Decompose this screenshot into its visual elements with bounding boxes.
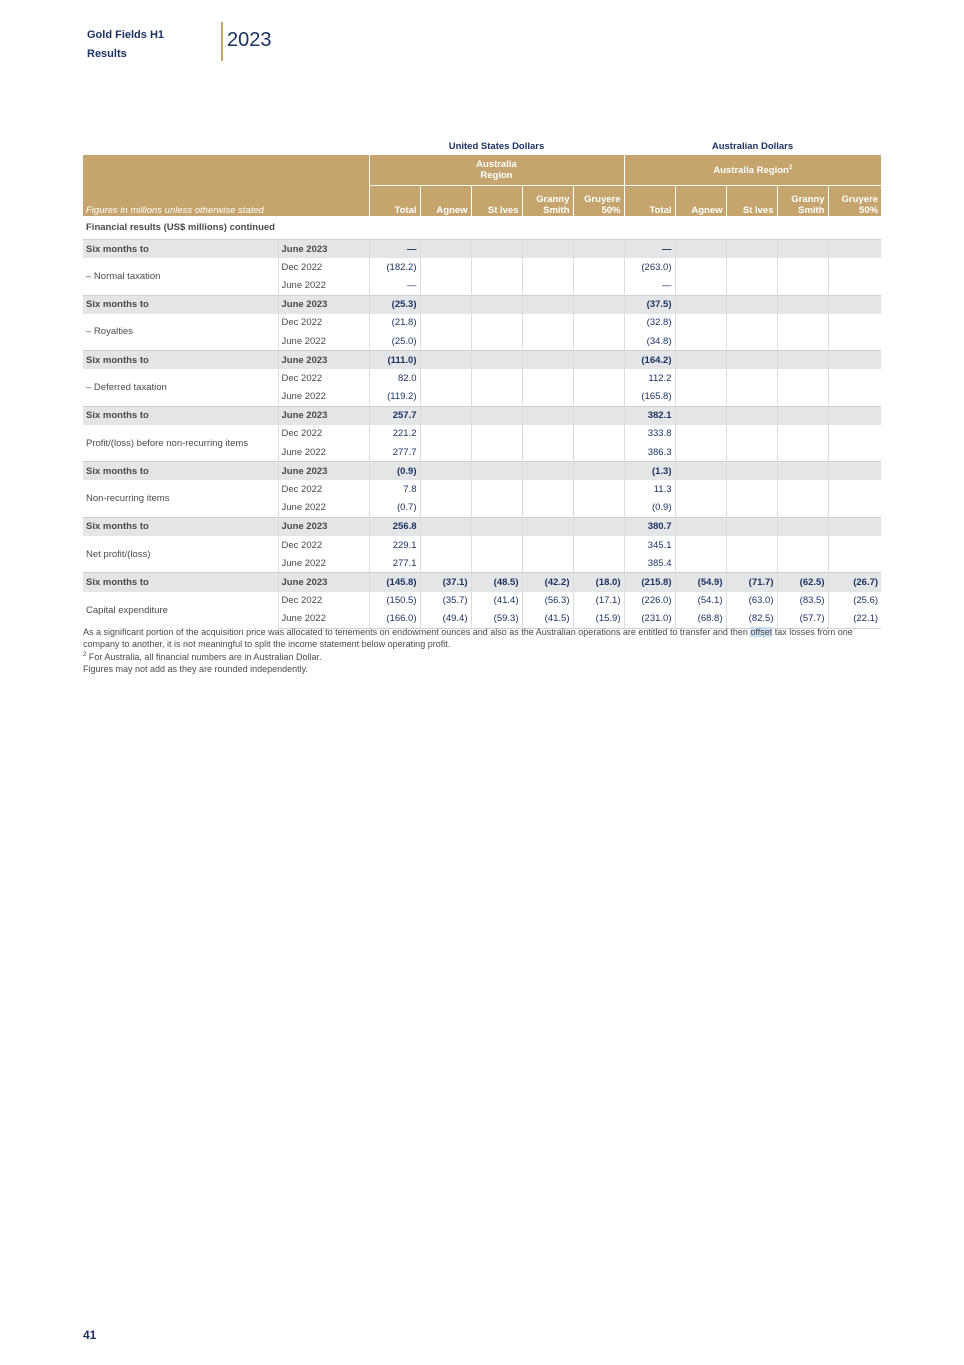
value-cell [573, 351, 624, 370]
figures-label: Figures in millions unless otherwise stated [86, 205, 264, 216]
footnote-acquisition: As a significant portion of the acquisition price was allocated to tenements on endowment ounces and also as the Australian operations are entitled to transfer and then offset tax losses from one company to another, it is not meaningful to split the income statement below operating profit. [83, 627, 853, 649]
value-cell: — [624, 240, 675, 259]
section-title-row [83, 216, 881, 240]
value-cell [777, 388, 828, 407]
row-group-label: – Normal taxation [83, 258, 278, 295]
value-cell [420, 517, 471, 536]
value-cell: (26.7) [828, 573, 881, 592]
value-cell: (25.3) [369, 295, 420, 314]
value-cell [420, 443, 471, 462]
value-cell [471, 295, 522, 314]
value-cell [828, 276, 881, 295]
value-cell [573, 406, 624, 425]
value-cell [420, 462, 471, 481]
value-cell [777, 295, 828, 314]
table-row [83, 592, 881, 610]
value-cell [420, 351, 471, 370]
period-cell: Dec 2022 [278, 258, 369, 276]
brand-divider [221, 22, 223, 61]
value-cell [828, 554, 881, 573]
value-cell [828, 369, 881, 387]
value-cell: (25.0) [369, 332, 420, 351]
value-cell [522, 536, 573, 554]
row-group-period-label: Six months to [83, 240, 278, 259]
value-cell [828, 480, 881, 498]
table-row [83, 480, 881, 498]
value-cell [777, 499, 828, 518]
value-cell [522, 240, 573, 259]
value-cell: 385.4 [624, 554, 675, 573]
value-cell: (35.7) [420, 592, 471, 610]
table-row [83, 425, 881, 443]
value-cell [726, 443, 777, 462]
value-cell [573, 462, 624, 481]
value-cell [828, 517, 881, 536]
value-cell [726, 332, 777, 351]
column-header: Gruyere 50% [828, 186, 881, 217]
footnote-2: $^2$ For Australia, all financial numbers are in Australian Dollar. [83, 652, 322, 662]
currency-aud-label: Australian Dollars [711, 140, 794, 152]
value-cell: (231.0) [624, 610, 675, 629]
value-cell [675, 443, 726, 462]
value-cell [726, 295, 777, 314]
row-group-period-label: Six months to [83, 295, 278, 314]
value-cell: 380.7 [624, 517, 675, 536]
value-cell [471, 351, 522, 370]
value-cell [420, 480, 471, 498]
region-usd-label: Australia Region [369, 155, 624, 186]
currency-header-row [83, 137, 881, 155]
period-cell: June 2022 [278, 443, 369, 462]
value-cell [420, 240, 471, 259]
period-cell: June 2022 [278, 554, 369, 573]
value-cell: (37.1) [420, 573, 471, 592]
value-cell [573, 258, 624, 276]
value-cell [726, 554, 777, 573]
value-cell [777, 462, 828, 481]
column-header: St Ives [726, 186, 777, 217]
value-cell [522, 443, 573, 462]
value-cell: (0.7) [369, 499, 420, 518]
value-cell [777, 480, 828, 498]
value-cell [777, 332, 828, 351]
period-cell: June 2023 [278, 351, 369, 370]
value-cell: (150.5) [369, 592, 420, 610]
value-cell: (226.0) [624, 592, 675, 610]
period-cell: June 2022 [278, 610, 369, 629]
value-cell [675, 332, 726, 351]
value-cell [777, 554, 828, 573]
table-row [83, 536, 881, 554]
currency-usd-label: United States Dollars [448, 140, 545, 152]
value-cell [777, 240, 828, 259]
period-cell: Dec 2022 [278, 592, 369, 610]
value-cell [573, 314, 624, 332]
row-group-period-label: Six months to [83, 517, 278, 536]
value-cell [420, 388, 471, 407]
value-cell [828, 536, 881, 554]
value-cell: (49.4) [420, 610, 471, 629]
value-cell [675, 480, 726, 498]
value-cell [522, 554, 573, 573]
value-cell [777, 406, 828, 425]
value-cell [675, 554, 726, 573]
value-cell [471, 517, 522, 536]
row-group-label: Net profit/(loss) [83, 536, 278, 573]
value-cell: — [369, 276, 420, 295]
column-header: Agnew [675, 186, 726, 217]
value-cell: (41.5) [522, 610, 573, 629]
value-cell: (41.4) [471, 592, 522, 610]
value-cell [420, 276, 471, 295]
value-cell [726, 536, 777, 554]
value-cell [777, 276, 828, 295]
value-cell: (54.9) [675, 573, 726, 592]
value-cell [522, 295, 573, 314]
value-cell [522, 351, 573, 370]
value-cell [726, 314, 777, 332]
value-cell: 221.2 [369, 425, 420, 443]
value-cell [522, 388, 573, 407]
value-cell [828, 240, 881, 259]
period-cell: June 2022 [278, 276, 369, 295]
column-header: St Ives [471, 186, 522, 217]
value-cell [777, 314, 828, 332]
value-cell [675, 351, 726, 370]
value-cell [573, 499, 624, 518]
region-header-row [83, 155, 881, 186]
value-cell [675, 240, 726, 259]
value-cell [573, 388, 624, 407]
value-cell [675, 425, 726, 443]
value-cell [828, 351, 881, 370]
value-cell [777, 425, 828, 443]
value-cell [726, 258, 777, 276]
table-row [83, 406, 881, 425]
period-cell: Dec 2022 [278, 536, 369, 554]
period-cell: June 2022 [278, 499, 369, 518]
value-cell: — [369, 240, 420, 259]
region-aud-label: Australia Region$^2$ [624, 155, 881, 186]
value-cell [471, 480, 522, 498]
value-cell [726, 406, 777, 425]
table-row [83, 314, 881, 332]
value-cell: (0.9) [624, 499, 675, 518]
value-cell [471, 499, 522, 518]
period-cell: June 2023 [278, 406, 369, 425]
value-cell: (25.6) [828, 592, 881, 610]
value-cell [573, 276, 624, 295]
highlighted-word: offset [750, 627, 773, 637]
period-cell: June 2023 [278, 517, 369, 536]
value-cell [675, 536, 726, 554]
value-cell [726, 351, 777, 370]
value-cell [471, 406, 522, 425]
value-cell: 277.7 [369, 443, 420, 462]
value-cell [420, 295, 471, 314]
footnotes [83, 627, 883, 675]
row-group-label: – Deferred taxation [83, 369, 278, 406]
row-group-period-label: Six months to [83, 351, 278, 370]
value-cell [726, 388, 777, 407]
value-cell [522, 276, 573, 295]
row-group-period-label: Six months to [83, 573, 278, 592]
value-cell [471, 240, 522, 259]
value-cell: (48.5) [471, 573, 522, 592]
value-cell [777, 536, 828, 554]
value-cell: (59.3) [471, 610, 522, 629]
period-cell: June 2022 [278, 332, 369, 351]
value-cell: 256.8 [369, 517, 420, 536]
value-cell [573, 443, 624, 462]
value-cell: 333.8 [624, 425, 675, 443]
period-cell: Dec 2022 [278, 480, 369, 498]
period-cell: Dec 2022 [278, 369, 369, 387]
value-cell: (165.8) [624, 388, 675, 407]
row-group-label: Non-recurring items [83, 480, 278, 517]
value-cell [471, 314, 522, 332]
financial-table [83, 137, 881, 629]
brand-subtitle: Results [87, 48, 127, 60]
value-cell [420, 499, 471, 518]
value-cell: (71.7) [726, 573, 777, 592]
period-cell: June 2023 [278, 295, 369, 314]
column-header: Agnew [420, 186, 471, 217]
value-cell [471, 425, 522, 443]
value-cell [675, 295, 726, 314]
value-cell [420, 314, 471, 332]
value-cell: 277.1 [369, 554, 420, 573]
row-group-period-label: Six months to [83, 462, 278, 481]
value-cell [471, 369, 522, 387]
value-cell [471, 258, 522, 276]
value-cell [573, 332, 624, 351]
value-cell: (57.7) [777, 610, 828, 629]
value-cell [573, 480, 624, 498]
value-cell [573, 240, 624, 259]
period-cell: June 2023 [278, 573, 369, 592]
value-cell: (0.9) [369, 462, 420, 481]
value-cell [828, 258, 881, 276]
value-cell [471, 462, 522, 481]
value-cell: 386.3 [624, 443, 675, 462]
value-cell [726, 517, 777, 536]
value-cell: (54.1) [675, 592, 726, 610]
column-header: Gruyere 50% [573, 186, 624, 217]
value-cell: (111.0) [369, 351, 420, 370]
value-cell [777, 443, 828, 462]
column-header: Granny Smith [777, 186, 828, 217]
row-group-label: Profit/(loss) before non-recurring items [83, 425, 278, 462]
period-cell: June 2023 [278, 462, 369, 481]
value-cell [726, 240, 777, 259]
value-cell [471, 443, 522, 462]
value-cell: (22.1) [828, 610, 881, 629]
table-row [83, 295, 881, 314]
value-cell [573, 295, 624, 314]
value-cell [420, 406, 471, 425]
value-cell [828, 443, 881, 462]
value-cell [828, 332, 881, 351]
value-cell: 7.8 [369, 480, 420, 498]
value-cell [420, 554, 471, 573]
value-cell [726, 462, 777, 481]
table-row [83, 517, 881, 536]
table-row [83, 351, 881, 370]
value-cell [522, 517, 573, 536]
value-cell: (37.5) [624, 295, 675, 314]
value-cell [675, 388, 726, 407]
value-cell [777, 517, 828, 536]
value-cell [726, 276, 777, 295]
brand-title: Gold Fields H1 [87, 29, 165, 41]
value-cell [573, 425, 624, 443]
value-cell: (82.5) [726, 610, 777, 629]
column-header: Total [369, 186, 420, 217]
value-cell [471, 554, 522, 573]
value-cell [573, 554, 624, 573]
value-cell [471, 388, 522, 407]
value-cell [522, 314, 573, 332]
column-header-row [83, 186, 881, 217]
value-cell [828, 462, 881, 481]
value-cell [471, 332, 522, 351]
value-cell [522, 332, 573, 351]
section-title: Financial results (US$ millions) continued [86, 222, 275, 233]
row-group-label: – Royalties [83, 314, 278, 351]
period-cell: Dec 2022 [278, 314, 369, 332]
value-cell [420, 425, 471, 443]
value-cell: — [624, 276, 675, 295]
brand-year: 2023 [227, 29, 272, 51]
value-cell: (83.5) [777, 592, 828, 610]
value-cell: 229.1 [369, 536, 420, 554]
value-cell: (62.5) [777, 573, 828, 592]
value-cell: (32.8) [624, 314, 675, 332]
value-cell: 112.2 [624, 369, 675, 387]
value-cell: (68.8) [675, 610, 726, 629]
value-cell [828, 314, 881, 332]
period-cell: June 2022 [278, 388, 369, 407]
page-number: 41 [83, 1328, 97, 1342]
brand-header [87, 26, 164, 64]
value-cell [726, 425, 777, 443]
value-cell [522, 425, 573, 443]
value-cell: (15.9) [573, 610, 624, 629]
value-cell: (145.8) [369, 573, 420, 592]
value-cell: 11.3 [624, 480, 675, 498]
footnote-rounding: Figures may not add as they are rounded independently. [83, 663, 308, 674]
table-row [83, 369, 881, 387]
value-cell [420, 536, 471, 554]
table-row [83, 462, 881, 481]
row-group-period-label: Six months to [83, 406, 278, 425]
value-cell [573, 536, 624, 554]
value-cell [828, 499, 881, 518]
value-cell [471, 536, 522, 554]
table-row [83, 258, 881, 276]
value-cell [726, 480, 777, 498]
value-cell: (215.8) [624, 573, 675, 592]
value-cell [777, 351, 828, 370]
value-cell [522, 462, 573, 481]
value-cell [522, 480, 573, 498]
value-cell: (34.8) [624, 332, 675, 351]
value-cell: (182.2) [369, 258, 420, 276]
value-cell: (56.3) [522, 592, 573, 610]
value-cell [573, 517, 624, 536]
value-cell [675, 462, 726, 481]
value-cell [675, 276, 726, 295]
value-cell [828, 295, 881, 314]
value-cell [828, 406, 881, 425]
value-cell: (63.0) [726, 592, 777, 610]
value-cell [675, 258, 726, 276]
value-cell [675, 499, 726, 518]
value-cell [522, 406, 573, 425]
row-group-label: Capital expenditure [83, 592, 278, 629]
value-cell: (164.2) [624, 351, 675, 370]
value-cell: 257.7 [369, 406, 420, 425]
value-cell [573, 369, 624, 387]
value-cell [420, 369, 471, 387]
value-cell: (166.0) [369, 610, 420, 629]
value-cell: (42.2) [522, 573, 573, 592]
value-cell [675, 406, 726, 425]
value-cell [675, 517, 726, 536]
period-cell: June 2023 [278, 240, 369, 259]
period-cell: Dec 2022 [278, 425, 369, 443]
table-row [83, 573, 881, 592]
value-cell [675, 369, 726, 387]
column-header: Total [624, 186, 675, 217]
value-cell [420, 332, 471, 351]
column-header: Granny Smith [522, 186, 573, 217]
value-cell [828, 388, 881, 407]
value-cell [777, 258, 828, 276]
value-cell [522, 369, 573, 387]
table-row [83, 240, 881, 259]
value-cell: 82.0 [369, 369, 420, 387]
value-cell [726, 369, 777, 387]
value-cell [522, 499, 573, 518]
value-cell: (1.3) [624, 462, 675, 481]
value-cell: (119.2) [369, 388, 420, 407]
value-cell [471, 276, 522, 295]
value-cell [675, 314, 726, 332]
value-cell [828, 425, 881, 443]
value-cell: 382.1 [624, 406, 675, 425]
value-cell [777, 369, 828, 387]
value-cell: (18.0) [573, 573, 624, 592]
value-cell: (263.0) [624, 258, 675, 276]
value-cell: (17.1) [573, 592, 624, 610]
value-cell: 345.1 [624, 536, 675, 554]
value-cell: (21.8) [369, 314, 420, 332]
value-cell [522, 258, 573, 276]
value-cell [420, 258, 471, 276]
value-cell [726, 499, 777, 518]
